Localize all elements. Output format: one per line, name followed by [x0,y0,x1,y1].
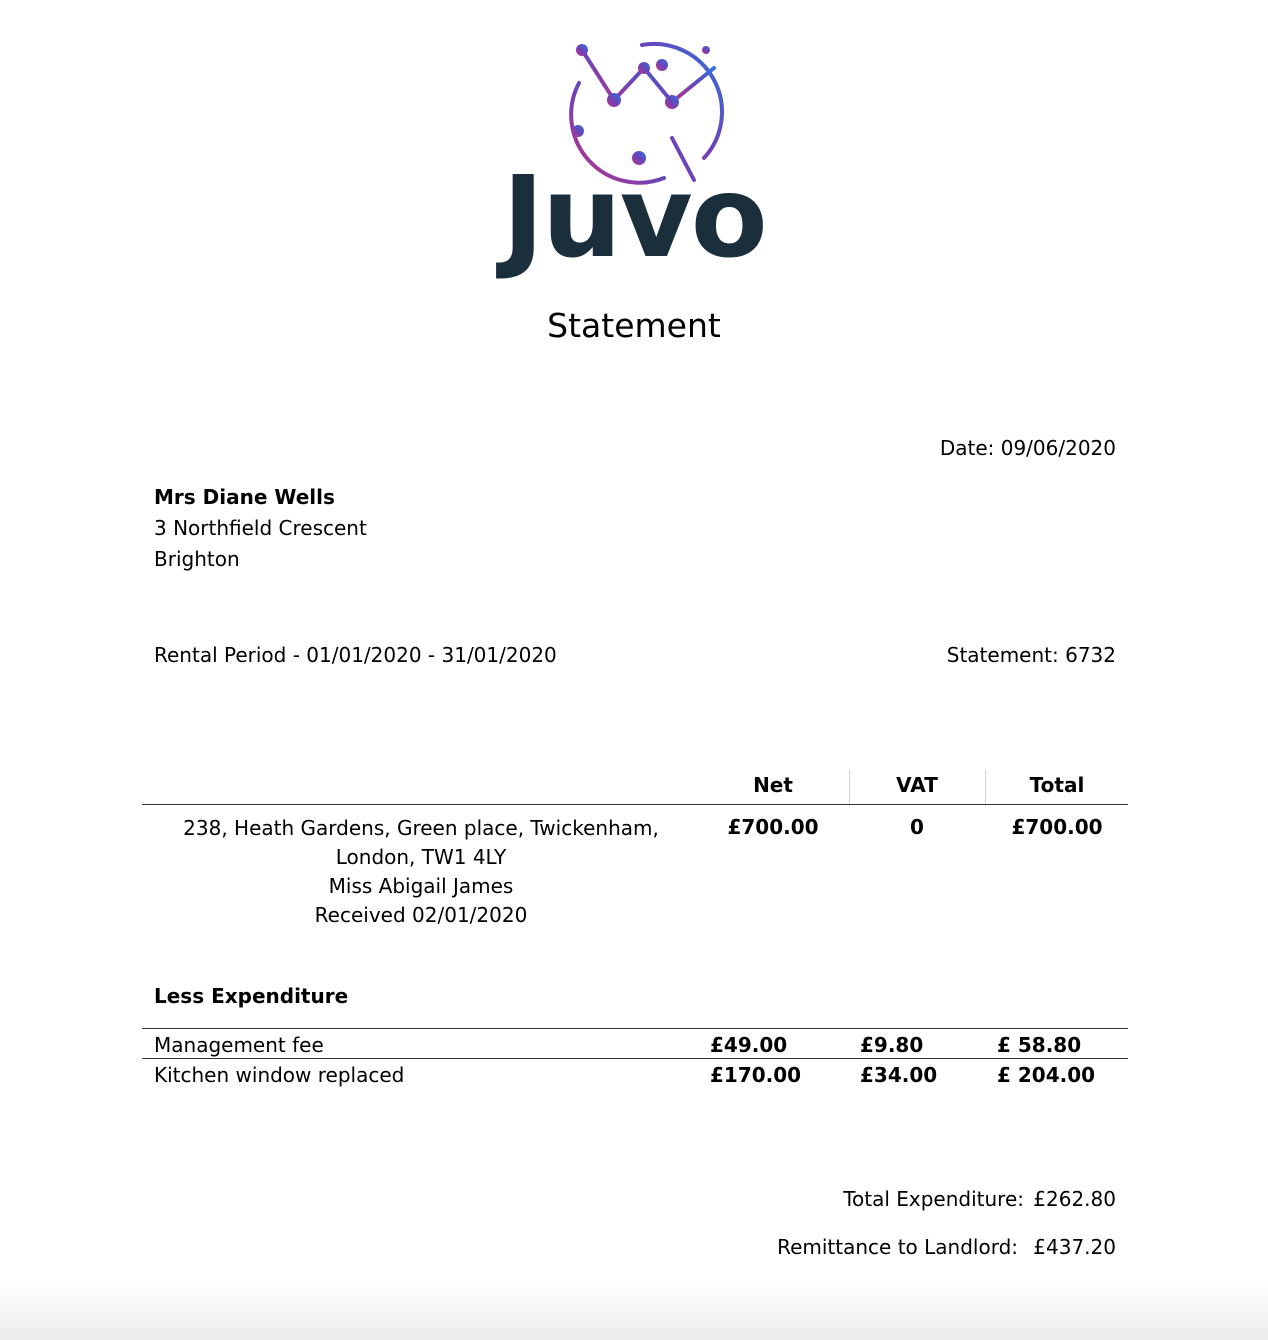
property-desc-line: Received 02/01/2020 [314,903,528,927]
expense-desc: Management fee [154,1033,324,1057]
header-net: Net [753,773,793,797]
expense-total: £ 58.80 [997,1033,1082,1057]
column-separator [849,770,850,804]
total-expenditure-value: £262.80 [1033,1187,1116,1211]
remittance-value: £437.20 [1033,1235,1116,1259]
rental-period: Rental Period - 01/01/2020 - 31/01/2020 [154,643,557,667]
recipient-address-line2: Brighton [154,547,240,571]
property-desc-line: London, TW1 4LY [335,845,507,869]
income-total: £700.00 [1011,815,1103,839]
expense-vat: £9.80 [860,1033,924,1057]
total-expenditure-label: Total Expenditure: [843,1187,1024,1211]
table-header-rule [142,804,1128,805]
column-separator [985,770,986,804]
header-total: Total [1029,773,1085,797]
statement-date: Date: 09/06/2020 [939,436,1116,460]
expense-desc: Kitchen window replaced [154,1063,405,1087]
property-desc-line: Miss Abigail James [328,874,514,898]
juvo-logo [484,38,784,283]
header-vat: VAT [896,773,938,797]
row-divider [142,1058,1128,1059]
page-bottom-shade [0,1280,1268,1340]
expense-total: £ 204.00 [997,1063,1096,1087]
expenditure-top-rule [142,1028,1128,1029]
recipient-name: Mrs Diane Wells [154,485,335,509]
expense-net: £170.00 [710,1063,802,1087]
expense-net: £49.00 [710,1033,788,1057]
income-net: £700.00 [727,815,819,839]
income-vat: 0 [910,815,924,839]
brand-wordmark: Juvo [502,153,766,283]
recipient-address-line1: 3 Northfield Crescent [154,516,367,540]
property-description [152,814,690,930]
property-desc-line: 238, Heath Gardens, Green place, Twickenham, [183,816,659,840]
expenditure-heading: Less Expenditure [154,984,349,1008]
document-title: Statement [547,306,721,345]
expense-vat: £34.00 [860,1063,938,1087]
statement-number: Statement: 6732 [946,643,1116,667]
remittance-label: Remittance to Landlord: [777,1235,1018,1259]
